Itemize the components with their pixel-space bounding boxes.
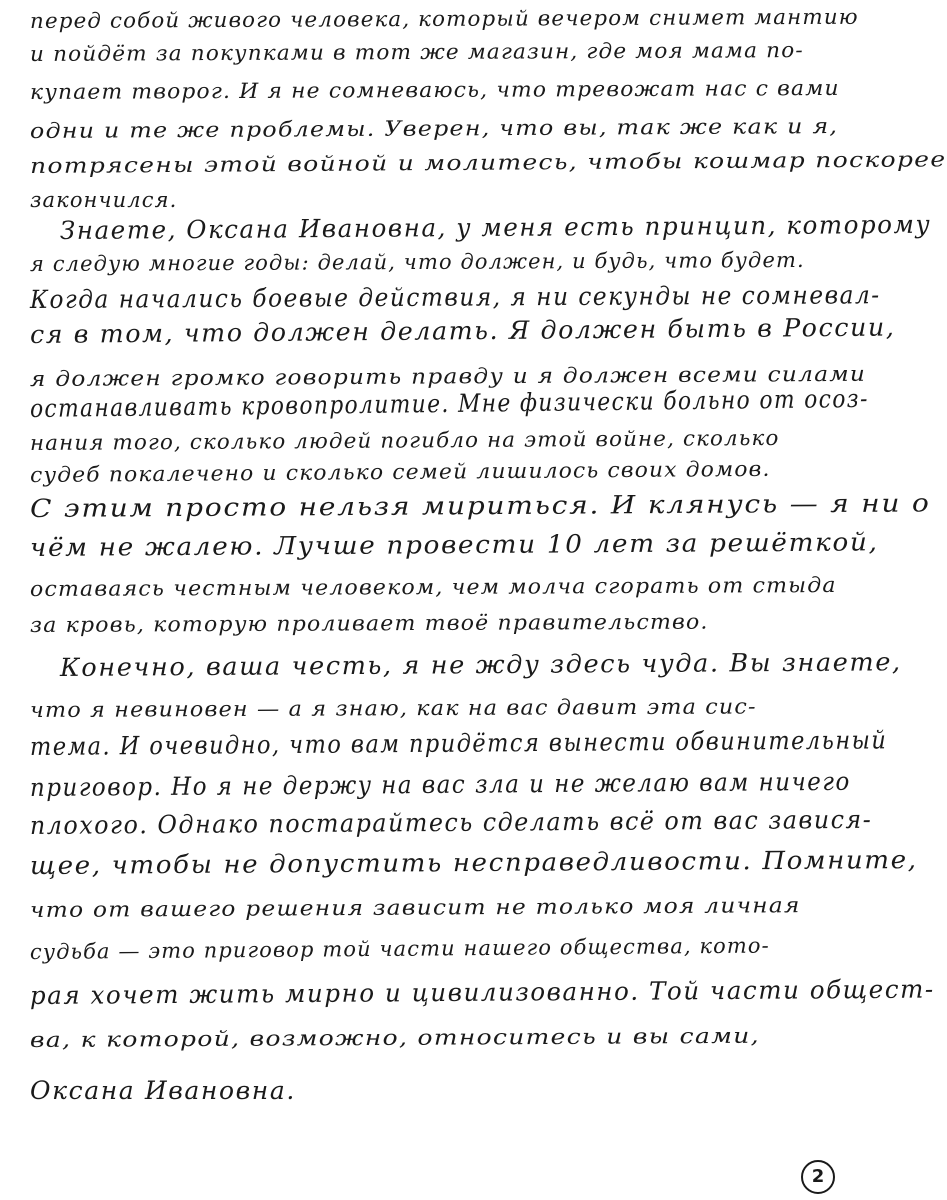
- letter-line-22: приговор. Но я не держу на вас зла и не желаю вам ничего: [29, 766, 851, 802]
- letter-line-6: закончился.: [30, 188, 178, 212]
- letter-line-16: чём не жалею. Лучше провести 10 лет за решёткой,: [29, 527, 879, 562]
- letter-line-9: Когда начались боевые действия, я ни секунды не сомневал-: [29, 280, 881, 314]
- letter-line-5: потрясены этой войной и молитесь, чтобы кошмар поскорее: [29, 147, 947, 178]
- letter-line-29: Оксана Ивановна.: [30, 1076, 296, 1105]
- letter-line-17: оставаясь честным человеком, чем молча сгорать от стыда: [29, 572, 837, 601]
- letter-line-20: что я невиновен — а я знаю, как на вас давит эта сис-: [29, 694, 757, 722]
- letter-line-8: я следую многие годы: делай, что должен, и будь, что будет.: [29, 247, 805, 276]
- letter-line-4: одни и те же проблемы. Уверен, что вы, так же как и я,: [29, 114, 839, 143]
- letter-line-18: за кровь, которую проливает твоё правительство.: [29, 609, 709, 637]
- letter-line-21: тема. И очевидно, что вам придётся вынести обвинительный: [29, 725, 888, 761]
- letter-line-13: нания того, сколько людей погибло на этой войне, сколько: [29, 425, 780, 455]
- letter-line-10: ся в том, что должен делать. Я должен быть в России,: [29, 312, 896, 349]
- letter-line-28: ва, к которой, возможно, относитесь и вы сами,: [29, 1023, 760, 1052]
- letter-line-25: что от вашего решения зависит не только моя личная: [29, 893, 801, 922]
- letter-line-12: останавливать кровопролитие. Мне физически больно от осоз-: [29, 383, 869, 423]
- letter-line-23: плохого. Однако постарайтесь сделать всё от вас завися-: [29, 804, 873, 840]
- letter-line-11: я должен громко говорить правду и я должен всеми силами: [29, 361, 867, 391]
- letter-line-27: рая хочет жить мирно и цивилизованно. Той части общест-: [29, 974, 935, 1010]
- letter-line-26: судьба — это приговор той части нашего общества, кото-: [29, 933, 770, 964]
- letter-line-19: Конечно, ваша честь, я не жду здесь чуда. Вы знаете,: [59, 647, 902, 682]
- page-number-badge: 2: [801, 1160, 835, 1194]
- letter-line-14: судеб покалечено и сколько семей лишилось своих домов.: [29, 456, 771, 487]
- letter-line-3: купает творог. И я не сомневаюсь, что тревожат нас с вами: [29, 75, 840, 104]
- letter-line-15: С этим просто нельзя мириться. И клянусь — я ни о: [29, 488, 931, 523]
- letter-line-2: и пойдёт за покупками в тот же магазин, где моя мама по-: [29, 38, 804, 66]
- letter-line-7: Знаете, Оксана Ивановна, у меня есть принцип, которому: [59, 209, 932, 245]
- letter-line-24: щее, чтобы не допустить несправедливости. Помните,: [29, 845, 918, 880]
- letter-line-1: перед собой живого человека, который вечером снимет мантию: [29, 4, 859, 33]
